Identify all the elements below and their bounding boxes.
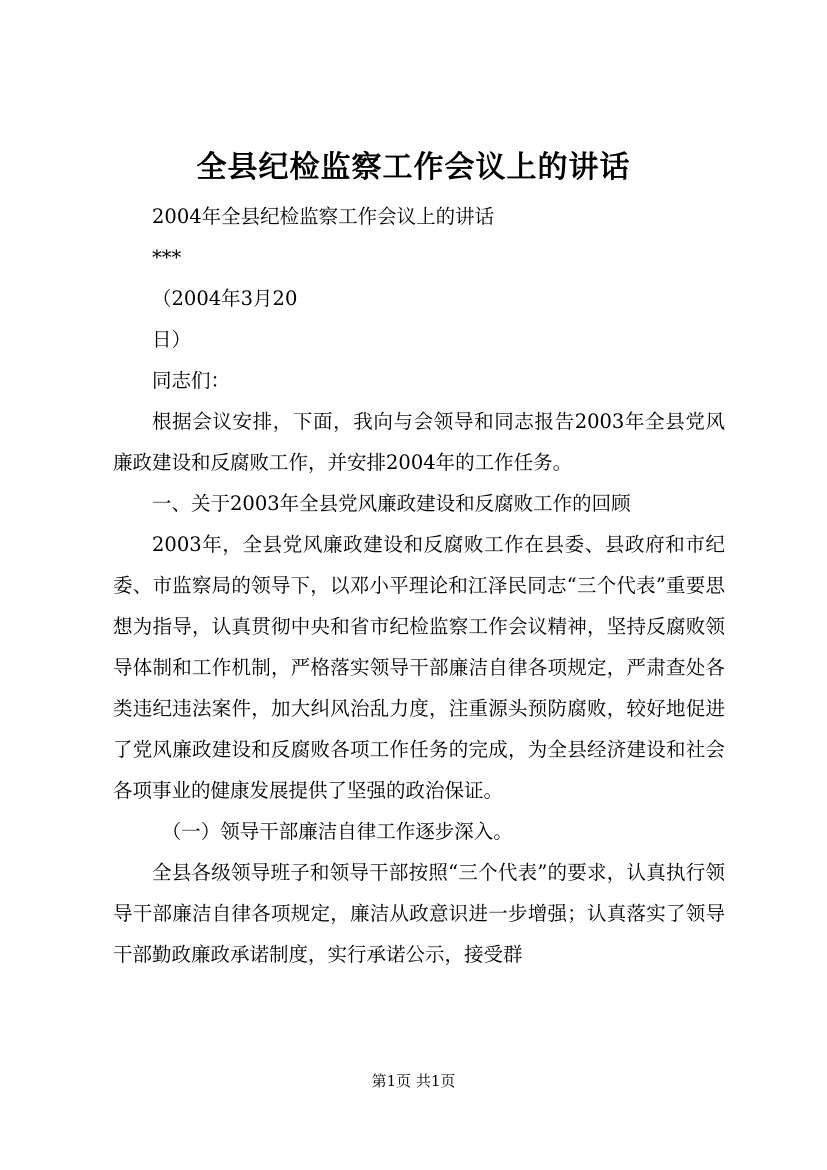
paragraph-date-line-2: 日）: [152, 328, 192, 351]
paragraph-review: 2003年，全县党风廉政建设和反腐败工作在县委、县政府和市纪委、市监察局的领导下，以邓小平理论和江泽民同志“三个代表”重要思想为指导，认真贯彻中央和省市纪检监察工作会议精神，坚持反腐败领导体制和工作机制，严格落实领导干部廉洁自律各项规定，严肃查处各类违纪违法案件，加大纠风治乱力度，注重源头预防腐败，较好地促进了党风廉政建设和反腐败各项工作任务的完成，为全县经济建设和社会各项事业的健康发展提供了坚强的政治保证。: [113, 533, 725, 802]
paragraph-subtitle: 2004年全县纪检监察工作会议上的讲话: [152, 205, 495, 228]
document-body: [113, 196, 725, 975]
paragraph-self-discipline: 全县各级领导班子和领导干部按照“三个代表”的要求，认真执行领导干部廉洁自律各项规定，廉洁从政意识进一步增强；认真落实了领导干部勤政廉政承诺制度，实行承诺公示，接受群: [113, 861, 725, 966]
document-title: 全县纪检监察工作会议上的讲话: [196, 150, 631, 185]
paragraph-author: ***: [152, 246, 182, 269]
paragraph-salutation: 同志们：: [152, 369, 231, 392]
paragraph-date-line-1: （2004年3月20: [152, 287, 298, 310]
page-footer: 第1页 共1页: [371, 1072, 456, 1090]
paragraph-intro: 根据会议安排，下面，我向与会领导和同志报告2003年全县党风廉政建设和反腐败工作，并安排2004年的工作任务。: [113, 410, 725, 474]
subsection-heading-1: （一）领导干部廉洁自律工作逐步深入。: [161, 820, 513, 843]
section-heading-1: 一、关于2003年全县党风廉政建设和反腐败工作的回顾: [152, 492, 631, 515]
